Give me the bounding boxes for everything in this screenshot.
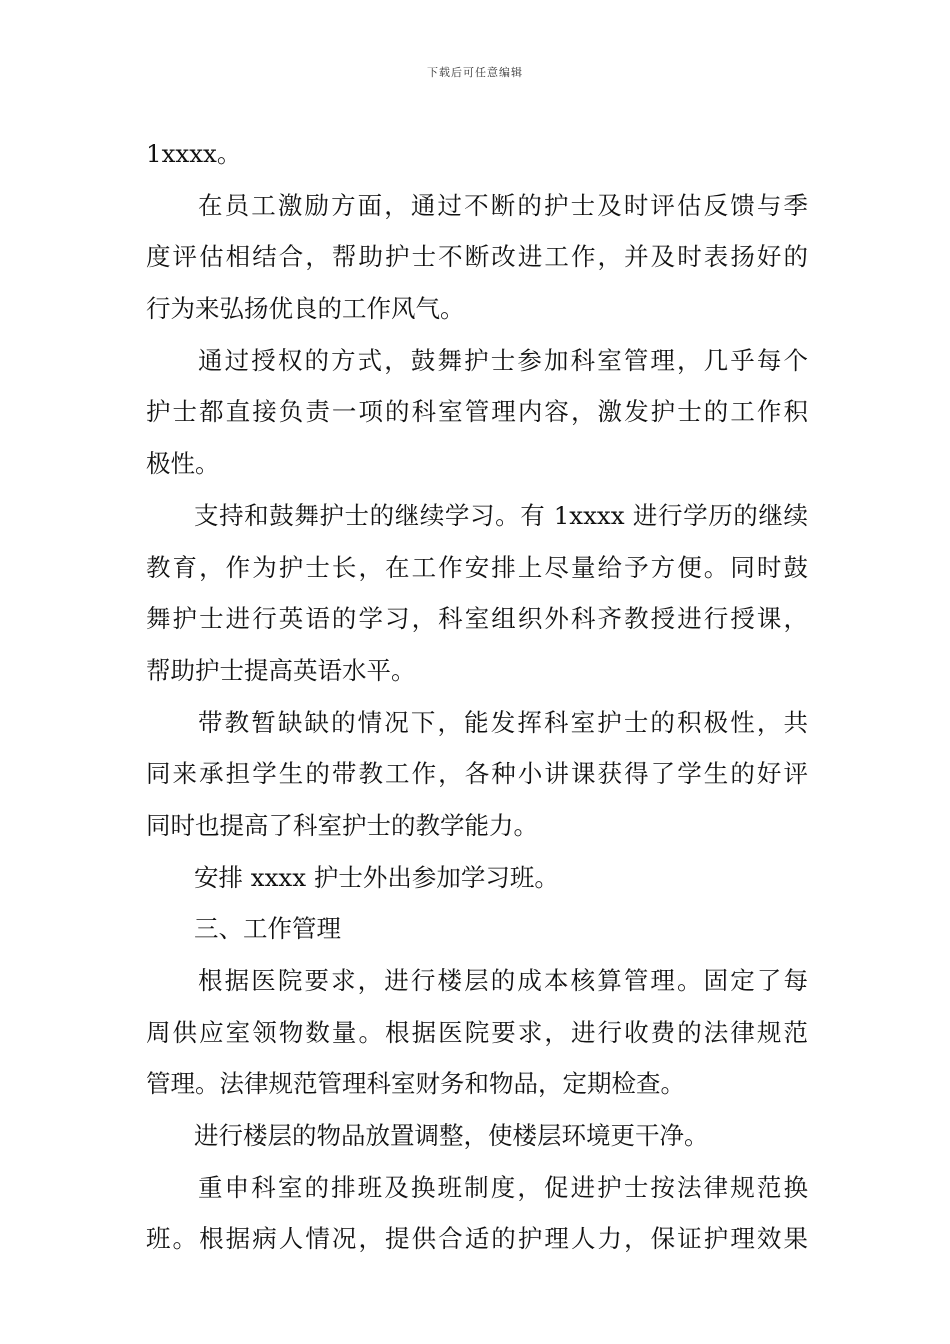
text-line: 教育，作为护士长，在工作安排上尽量给予方便。同时鼓 [146,552,808,582]
text-line: 根据医院要求，进行楼层的成本核算管理。固定了每 [198,966,808,995]
text-line: 舞护士进行英语的学习，科室组织外科齐教授进行授课， [146,604,808,634]
text-line: 在员工激励方面，通过不断的护士及时评估反馈与季 [198,190,808,220]
text-line: 同来承担学生的带教工作，各种小讲课获得了学生的好评 [146,759,808,789]
text-line: 带教暂缺缺的情况下，能发挥科室护士的积极性，共 [198,707,808,737]
section-heading: 三、工作管理 [194,914,341,944]
text-line: 行为来弘扬优良的工作风气。 [146,294,465,324]
text-line: 班。根据病人情况，提供合适的护理人力，保证护理效果 [146,1224,808,1254]
text-line: 周供应室领物数量。根据医院要求，进行收费的法律规范 [146,1017,808,1047]
text-line: 1xxxx。 [146,139,242,168]
text-line: 重申科室的排班及换班制度，促进护士按法律规范换 [198,1172,808,1202]
document-body [146,128,808,1265]
text-line: 极性。 [146,449,220,479]
text-line: 帮助护士提高英语水平。 [146,655,416,685]
text-line: 管理。法律规范管理科室财务和物品，定期检查。 [146,1069,685,1099]
text-line: 同时也提高了科室护士的教学能力。 [146,810,538,840]
text-line: 护士都直接负责一项的科室管理内容，激发护士的工作积 [146,397,808,427]
page-header: 下载后可任意编辑 [427,66,523,79]
text-line: 支持和鼓舞护士的继续学习。有 1xxxx 进行学历的继续 [194,500,808,530]
text-line: 安排 xxxx 护士外出参加学习班。 [194,862,559,892]
text-line: 通过授权的方式，鼓舞护士参加科室管理，几乎每个 [198,345,808,375]
text-line: 度评估相结合，帮助护士不断改进工作，并及时表扬好的 [146,242,808,272]
text-line: 进行楼层的物品放置调整，使楼层环境更干净。 [194,1121,709,1151]
